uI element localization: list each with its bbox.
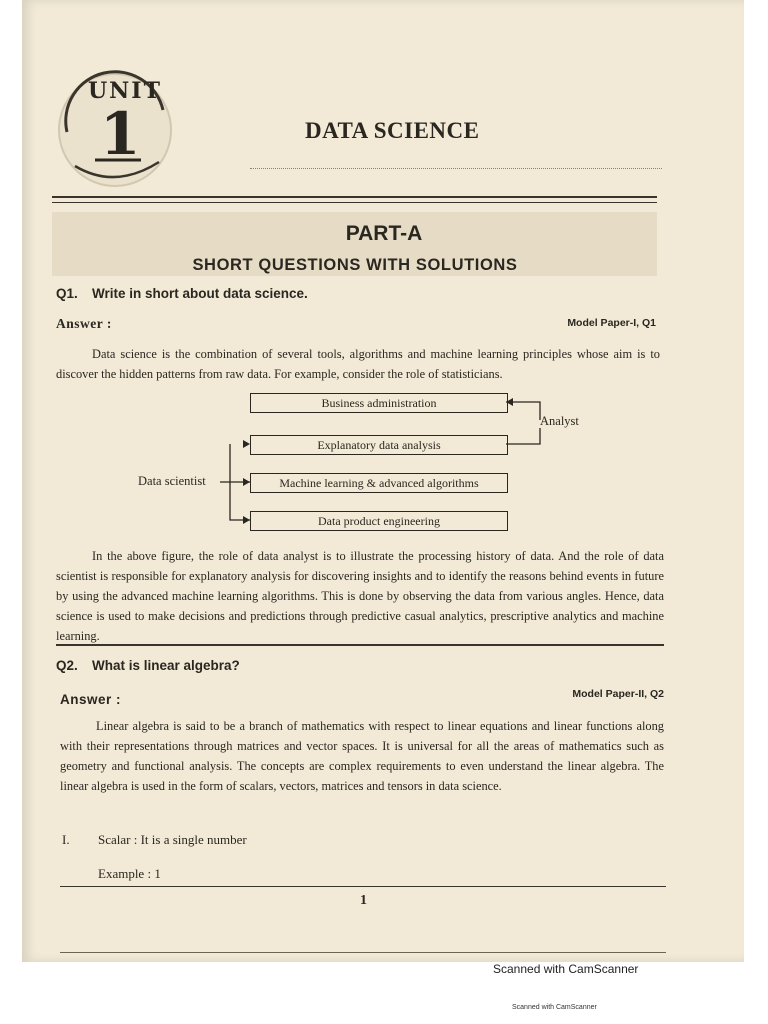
- q2-body-text: Linear algebra is said to be a branch of mathematics with respect to linear equations and linear functions along with their representations through matrices and vector spaces. It is universal for all the areas of mathematics such as geometry and functional analysis. The concepts are complex requirements to even understand the linear algebra. The linear algebra is used in the form of scalars, vectors, matrices and tensors in data science.: [60, 719, 664, 793]
- page-number: 1: [360, 893, 367, 908]
- footer-rule: [60, 886, 666, 887]
- part-subtitle: SHORT QUESTIONS WITH SOLUTIONS: [192, 256, 518, 274]
- box-data-product-engineering: Data product engineering: [250, 511, 508, 531]
- unit-number: 1: [100, 100, 141, 168]
- q1-text: Write in short about data science.: [92, 286, 308, 301]
- box-machine-learning: Machine learning & advanced algorithms: [250, 473, 508, 493]
- q2-item-scalar: Scalar : It is a single number: [98, 832, 247, 847]
- q2-model-ref: Model Paper-II, Q2: [572, 688, 664, 700]
- bottom-edge-rule: [60, 952, 666, 953]
- q2-text: What is linear algebra?: [92, 658, 240, 673]
- chapter-title: DATA SCIENCE: [305, 118, 480, 143]
- q2-item-number: I.: [62, 832, 70, 847]
- q1-explanation: [56, 546, 664, 646]
- q1-number: Q1.: [56, 286, 78, 301]
- q1-separator: [56, 644, 664, 646]
- q2-number: Q2.: [56, 658, 78, 673]
- q2-body: [60, 716, 664, 796]
- analyst-label: Analyst: [540, 414, 579, 428]
- camscanner-watermark-small: Scanned with CamScanner: [512, 1004, 597, 1011]
- q1-model-ref: Model Paper-I, Q1: [567, 317, 656, 329]
- part-title: PART-A: [345, 222, 423, 245]
- data-scientist-label: Data scientist: [138, 474, 206, 488]
- q2-example: Example : 1: [98, 866, 161, 881]
- unit-word: UNIT: [88, 78, 162, 104]
- q1-answer-label: Answer :: [56, 316, 112, 331]
- q1-intro-text: Data science is the combination of several tools, algorithms and machine learning principles whose aim is to discover the hidden patterns from raw data. For example, consider the role of statisticians.: [56, 347, 660, 381]
- box-explanatory-data-analysis: Explanatory data analysis: [250, 435, 508, 455]
- q2-answer-label: Answer :: [60, 692, 122, 707]
- camscanner-watermark: Scanned with CamScanner: [493, 962, 639, 976]
- box-business-administration: Business administration: [250, 393, 508, 413]
- q1-explanation-text: In the above figure, the role of data analyst is to illustrate the processing history of data. And the role of data scientist is responsible for explanatory analysis for discovering insights and to identify the reasons behind events in future by using the advanced machine learning algorithms. This is done by observing the data from various angles. Hence, data science is used to make decisions and predictions through predictive casual analytics, prescriptive analytics and machine learning.: [56, 549, 664, 643]
- q2-question: [56, 658, 240, 673]
